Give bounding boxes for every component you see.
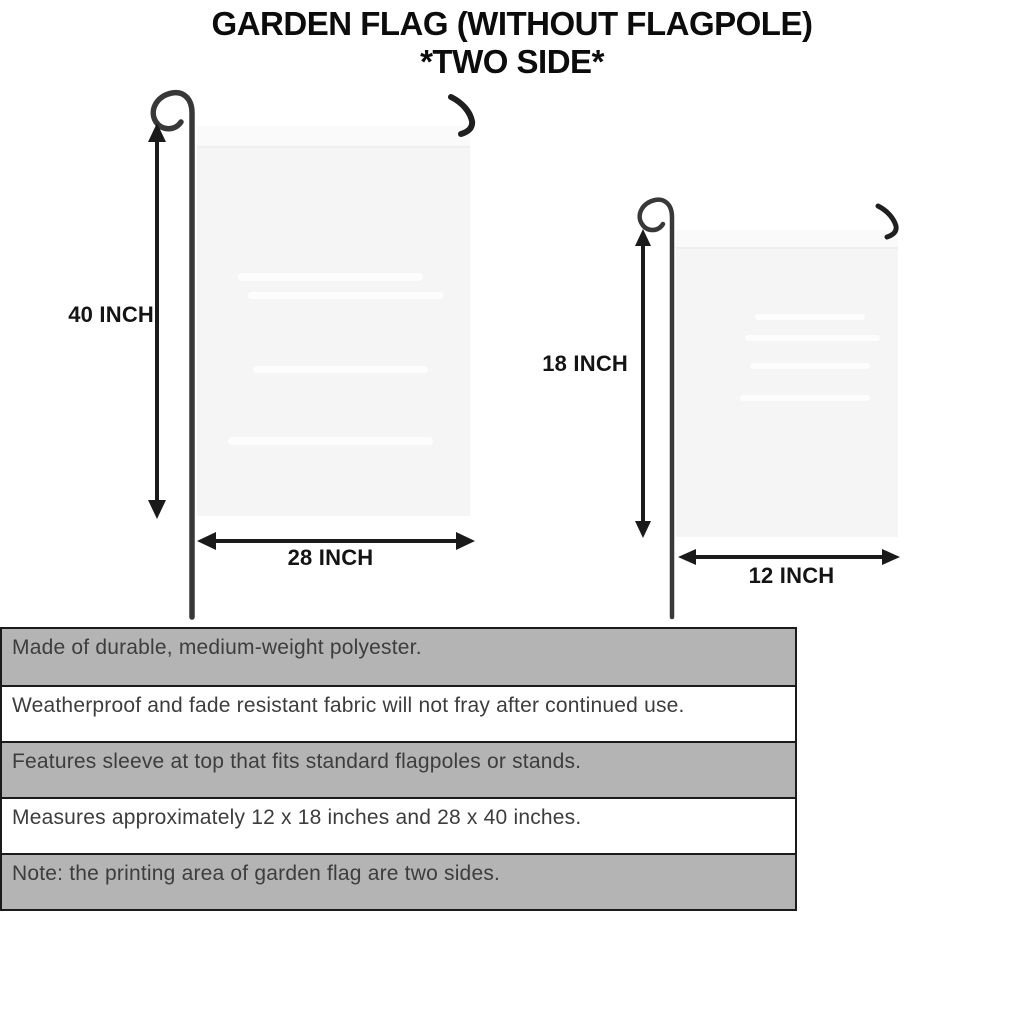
large-flag-assembly — [148, 93, 475, 617]
table-row: Measures approximately 12 x 18 inches and 28 x 40 inches. — [2, 797, 795, 853]
title-line-1: GARDEN FLAG (WITHOUT FLAGPOLE) — [211, 5, 813, 42]
small-flag-height-arrow — [635, 229, 651, 538]
small-flag-height-label: 18 INCH — [542, 351, 628, 376]
features-table — [0, 627, 797, 911]
small-flag-assembly — [635, 200, 900, 617]
large-flagpole — [153, 93, 192, 617]
title-line-2: *TWO SIDE* — [420, 43, 604, 80]
small-flag-sleeve — [676, 230, 898, 247]
table-row: Note: the printing area of garden flag are two sides. — [2, 853, 795, 909]
large-flag-sleeve — [197, 126, 470, 146]
table-row: Features sleeve at top that fits standard flagpoles or stands. — [2, 741, 795, 797]
small-flag-cloth — [676, 230, 898, 537]
small-flag-width-label: 12 INCH — [748, 563, 835, 588]
large-flag-width-label: 28 INCH — [287, 545, 374, 570]
large-flag-cloth — [197, 126, 470, 516]
large-flag-height-label: 40 INCH — [68, 302, 154, 327]
table-row: Made of durable, medium-weight polyester. — [2, 629, 795, 685]
table-row: Weatherproof and fade resistant fabric will not fray after continued use. — [2, 685, 795, 741]
